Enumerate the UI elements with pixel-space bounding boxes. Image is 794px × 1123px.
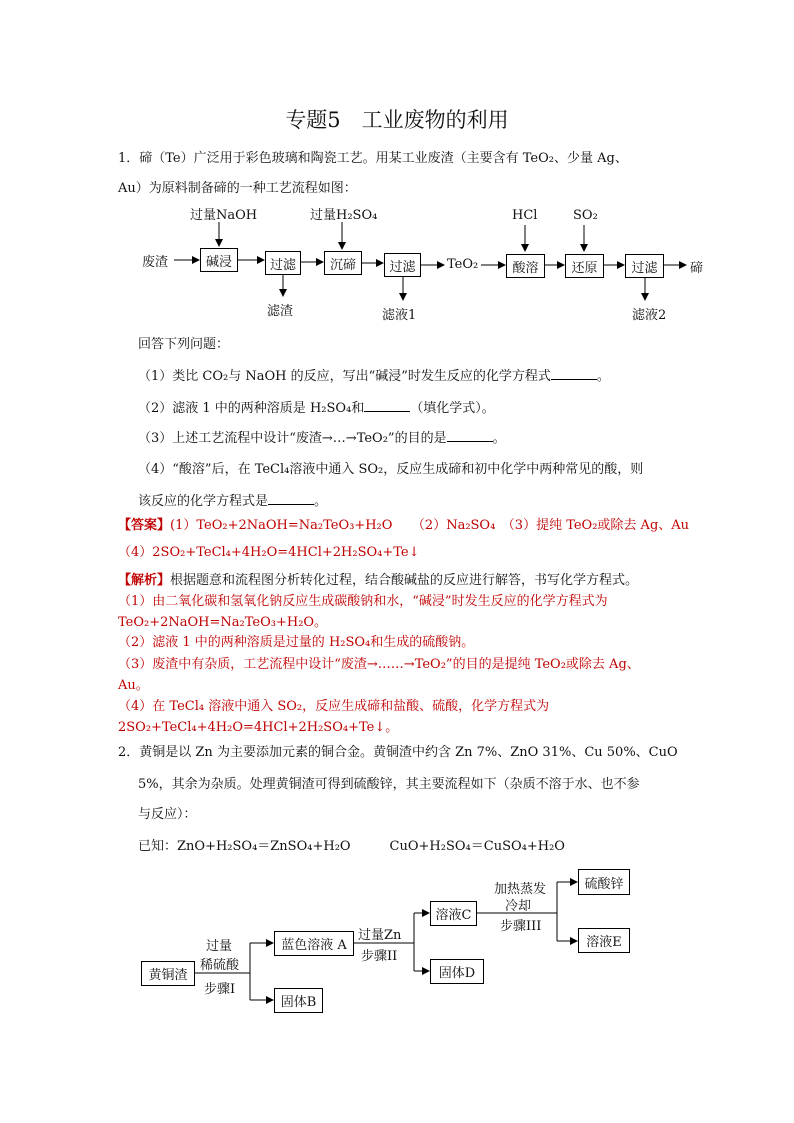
box-huanyuan: 还原 xyxy=(565,254,604,278)
analysis-tag: 【解析】 xyxy=(118,573,171,588)
q1-stem-line1: 1．碲（Te）广泛用于彩色玻璃和陶瓷工艺。用某工业废渣（主要含有 TeO₂、少量 Ag、 xyxy=(118,151,628,166)
q1-sub4-text: 该反应的化学方程式是 xyxy=(138,494,269,509)
box-solution-a: 蓝色溶液 A xyxy=(274,931,354,956)
q1-sub2-text: （2）滤液 1 中的两种溶质是 H₂SO₄和 xyxy=(138,401,365,416)
flow-product-di: 碲 xyxy=(690,261,704,276)
reagent-xiliusuan: 稀硫酸 xyxy=(200,958,240,973)
q1-analysis-1b: TeO₂+2NaOH=Na₂TeO₃+H₂O。 xyxy=(118,615,328,630)
q1-answer-line2: （4）2SO₂+TeCl₄+4H₂O=4HCl+2H₂SO₄+Te↓ xyxy=(118,545,420,560)
reagent-hcl: HCl xyxy=(512,208,538,223)
box-chendi: 沉碲 xyxy=(324,251,362,275)
box-zinc-sulfate: 硫酸锌 xyxy=(578,869,630,895)
box-guolv-3: 过滤 xyxy=(625,254,664,278)
flow-start-feizha: 废渣 xyxy=(142,255,169,270)
step-3-label: 步骤III xyxy=(500,919,542,934)
op-cool: 冷却 xyxy=(505,899,532,914)
q2-stem-line2: 5%，其余为杂质。处理黄铜渣可得到硫酸锌，其主要流程如下（杂质不溶于水、也不参 xyxy=(138,777,640,792)
reagent-so2: SO₂ xyxy=(573,208,598,223)
q1-analysis-3a: （3）废渣中有杂质，工艺流程中设计“废渣→……→TeO₂”的目的是提纯 TeO₂或除去 Ag、 xyxy=(118,657,640,672)
q1-sub3-text: （3）上述工艺流程中设计“废渣→…→TeO₂”的目的是 xyxy=(138,431,447,446)
page-title: 专题5 工业废物的利用 xyxy=(285,108,509,132)
q1-analysis-1a: （1）由二氧化碳和氢氧化钠反应生成碳酸钠和水，“碱浸”时发生反应的化学方程式为 xyxy=(118,594,608,609)
answer-tag: 【答案】 xyxy=(118,518,171,533)
q1-analysis-2: （2）滤液 1 中的两种溶质是过量的 H₂SO₄和生成的硫酸钠。 xyxy=(118,635,475,650)
q1-stem-line2: Au）为原料制备碲的一种工艺流程如图： xyxy=(118,181,357,196)
q2-stem-line3: 与反应）： xyxy=(138,807,197,822)
q1-sub4-line1: （4）“酸溶”后，在 TeCl₄溶液中通入 SO₂，反应生成碲和初中化学中两种常见的酸，则 xyxy=(138,462,644,477)
waste-lvye-1: 滤液1 xyxy=(382,308,417,323)
box-solid-b: 固体B xyxy=(274,988,323,1013)
q2-stem-line1: 2．黄铜是以 Zn 为主要添加元素的铜合金。黄铜渣中约含 Zn 7%、ZnO 31%、Cu 50%、CuO xyxy=(118,745,678,760)
q2-known: 已知：ZnO+H₂SO₄＝ZnSO₄+H₂O CuO+H₂SO₄＝CuSO₄+H₂O xyxy=(138,839,565,854)
reagent-naoh: 过量NaOH xyxy=(190,208,258,223)
q1-sub1-text: （1）类比 CO₂与 NaOH 的反应，写出“碱浸”时发生反应的化学方程式 xyxy=(138,369,551,384)
box-solution-e: 溶液E xyxy=(578,928,630,953)
box-solution-c: 溶液C xyxy=(430,901,477,926)
mid-teo2: TeO₂ xyxy=(447,257,479,272)
reagent-guoliang: 过量 xyxy=(206,939,233,954)
box-solid-d: 固体D xyxy=(430,959,484,984)
q1-analysis-3b: Au。 xyxy=(118,678,149,693)
waste-lvzha: 滤渣 xyxy=(267,304,294,319)
analysis-text-0: 根据题意和流程图分析转化过程，结合酸碱盐的反应进行解答，书写化学方程式。 xyxy=(170,573,639,588)
box-guolv-1: 过滤 xyxy=(265,251,301,275)
reagent-h2so4: 过量H₂SO₄ xyxy=(310,208,378,223)
op-heat-evaporate: 加热蒸发 xyxy=(494,882,547,897)
waste-lvye-2: 滤液2 xyxy=(632,308,667,323)
box-huangtongzha: 黄铜渣 xyxy=(141,961,195,986)
q1-intro: 回答下列问题： xyxy=(138,337,230,352)
reagent-excess-zn: 过量Zn xyxy=(358,928,402,943)
answer-text-1: (1）TeO₂+2NaOH=Na₂TeO₃+H₂O （2）Na₂SO₄ （3）提纯 TeO₂或除去 Ag、Au xyxy=(170,518,690,533)
q1-sub1-end: 。 xyxy=(596,369,610,384)
box-suanrong: 酸溶 xyxy=(506,254,545,278)
step-2-label: 步骤II xyxy=(361,949,398,964)
q1-sub3-end: 。 xyxy=(492,431,506,446)
q1-analysis-4b: 2SO₂+TeCl₄+4H₂O=4HCl+2H₂SO₄+Te↓。 xyxy=(118,720,399,735)
q1-sub2-end: （填化学式）。 xyxy=(410,401,495,416)
step-1-label: 步骤I xyxy=(204,982,236,997)
box-jianjin: 碱浸 xyxy=(200,248,238,272)
q1-sub4-end: 。 xyxy=(314,494,328,509)
box-guolv-2: 过滤 xyxy=(384,253,421,277)
q1-analysis-4a: （4）在 TeCl₄ 溶液中通入 SO₂，反应生成碲和盐酸、硫酸，化学方程式为 xyxy=(118,699,550,714)
